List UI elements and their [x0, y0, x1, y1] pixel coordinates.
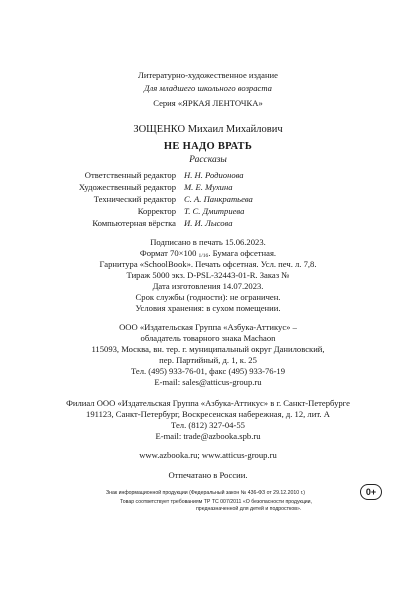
publisher-email: E-mail: sales@atticus-group.ru: [154, 377, 262, 387]
legal-line: предназначенной для детей и подростков».: [196, 506, 302, 512]
edition-audience: Для младшего школьного возраста: [144, 83, 272, 93]
legal-line: Знак информационной продукции (Федеральный закон № 436-ФЗ от 29.12.2010 г.): [106, 490, 306, 496]
credit-role: Корректор: [137, 206, 176, 216]
credit-name: Т. С. Дмитриева: [184, 206, 245, 216]
print-storage: Условия хранения: в сухом помещении.: [135, 303, 281, 313]
publisher-address: 115093, Москва, вн. тер. г. муниципальный округ Даниловский,: [91, 344, 325, 354]
websites: www.azbooka.ru; www.atticus-group.ru: [139, 450, 277, 460]
credit-role: Технический редактор: [93, 194, 176, 204]
branch-name: Филиал ООО «Издательская Группа «Азбука-Аттикус» в г. Санкт-Петербурге: [66, 398, 350, 408]
credit-role: Ответственный редактор: [84, 170, 176, 180]
credit-name: И. И. Лысова: [184, 218, 233, 228]
credit-role: Компьютерная вёрстка: [92, 218, 176, 228]
edition-type: Литературно-художественное издание: [138, 70, 278, 80]
branch-email: E-mail: trade@azbooka.spb.ru: [155, 431, 261, 441]
credit-name: Н. Н. Родионова: [184, 170, 244, 180]
print-run: Тираж 5000 экз. D-PSL-32443-01-R. Заказ №: [126, 270, 290, 280]
print-date: Дата изготовления 14.07.2023.: [152, 281, 264, 291]
age-rating-badge: 0+: [360, 484, 382, 500]
legal-line: Товар соответствует требованиям ТР ТС 007/2011 «О безопасности продукции,: [120, 499, 313, 505]
credit-name: С. А. Панкратьева: [184, 194, 253, 204]
print-shelf-life: Срок службы (годности): не ограничен.: [135, 292, 281, 302]
credit-role: Художественный редактор: [78, 182, 176, 192]
book-title: НЕ НАДО ВРАТЬ: [163, 141, 253, 152]
format-suffix: . Бумага офсетная.: [208, 248, 277, 258]
print-typeface: Гарнитура «SchoolBook». Печать офсетная. Усл. печ. л. 7,8.: [99, 259, 317, 269]
print-signed: Подписано в печать 15.06.2023.: [150, 237, 266, 247]
publisher-phone: Тел. (495) 933-76-01, факс (495) 933-76-19: [130, 366, 286, 376]
format-fraction: 1/16: [198, 253, 209, 259]
credit-name: М. Е. Мухина: [184, 182, 233, 192]
publisher-address: пер. Партийный, д. 1, к. 25: [159, 355, 257, 365]
printed-in: Отпечатано в России.: [168, 470, 248, 480]
branch-address: 191123, Санкт-Петербург, Воскресенская набережная, д. 12, лит. А: [86, 409, 330, 419]
book-author: ЗОЩЕНКО Михаил Михайлович: [133, 124, 283, 135]
book-subtitle: Рассказы: [189, 155, 227, 165]
series-name: Серия «ЯРКАЯ ЛЕНТОЧКА»: [153, 98, 263, 108]
publisher-name: ООО «Издательская Группа «Азбука-Аттикус» –: [119, 322, 297, 332]
publisher-holder: обладатель товарного знака Machaon: [140, 333, 276, 343]
branch-phone: Тел. (812) 327-04-55: [171, 420, 245, 430]
format-prefix: Формат 70×100: [139, 248, 197, 258]
